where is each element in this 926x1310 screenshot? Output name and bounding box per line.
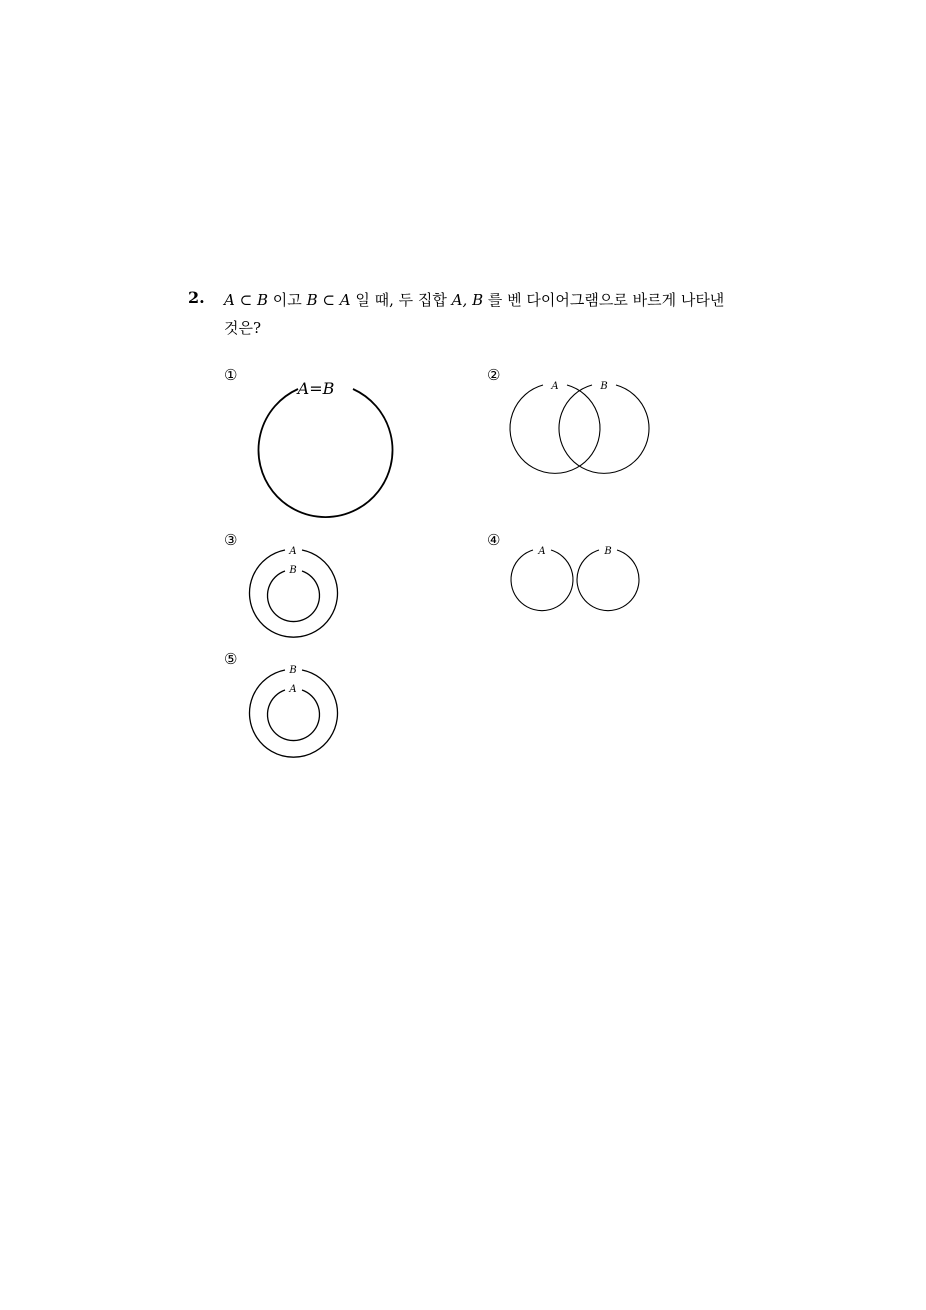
label-a: A [289, 684, 297, 695]
question-number: 2. [188, 288, 205, 307]
question-text-line-2: 것은? [224, 319, 262, 337]
set-b: B [472, 291, 484, 309]
option-3-diagram[interactable] [250, 550, 338, 637]
circle-a [511, 550, 573, 611]
circle-b [577, 550, 639, 611]
label-a: A [551, 381, 559, 392]
label-a: A [538, 546, 546, 557]
circle-b-inner [268, 571, 320, 622]
label-b: B [289, 665, 297, 676]
set-a: A [339, 291, 351, 309]
label-b: B [289, 565, 297, 576]
subset-symbol: ⊂ [322, 291, 335, 309]
condition-text: 일 때, 두 집합 [355, 291, 447, 309]
choice-marker-5[interactable]: ⑤ [224, 650, 238, 668]
set-a: A, [451, 291, 468, 309]
choice-marker-3[interactable]: ③ [224, 531, 238, 549]
label-a-equals-b: A=B [297, 379, 335, 398]
circle-b [559, 385, 649, 473]
choice-marker-1[interactable]: ① [224, 366, 238, 384]
circle-a-inner [268, 690, 320, 741]
choice-marker-4[interactable]: ④ [487, 531, 501, 549]
connector-text: 이고 [272, 291, 302, 309]
label-b: B [604, 546, 612, 557]
set-b: B [256, 291, 269, 309]
instruction-text: 를 벤 다이어그램으로 바르게 나타낸 [487, 291, 725, 309]
label-a: A [289, 546, 297, 557]
option-1-diagram[interactable] [259, 389, 393, 517]
set-b: B [306, 291, 318, 309]
set-a: A [224, 291, 235, 309]
circle-a-equals-b [259, 389, 393, 517]
label-b: B [600, 381, 608, 392]
choice-marker-2[interactable]: ② [487, 366, 501, 384]
option-4-diagram[interactable] [511, 550, 639, 611]
option-2-diagram[interactable] [510, 385, 649, 473]
circle-a-outer [250, 550, 338, 637]
subset-symbol: ⊂ [239, 291, 253, 309]
circle-a [510, 385, 600, 473]
